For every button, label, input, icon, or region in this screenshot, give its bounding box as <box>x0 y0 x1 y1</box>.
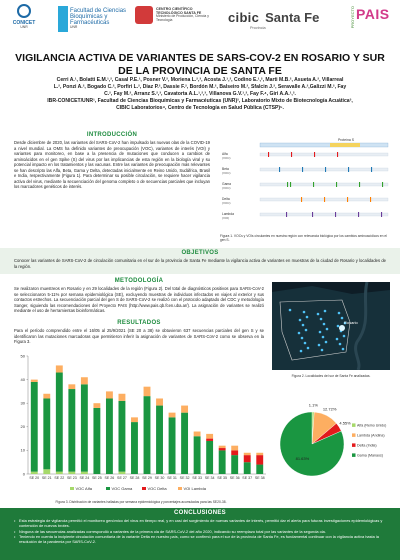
pie-legend-swatch <box>352 423 356 427</box>
bar-segment <box>169 413 176 418</box>
fig1-mutation-mark <box>312 212 313 217</box>
pais-logo <box>350 6 390 28</box>
legend-label: VOI Lambda <box>183 485 206 491</box>
fig1-mutation-mark <box>335 212 336 217</box>
locality-marker-icon <box>303 311 306 314</box>
affiliations-line-1: IBR-CONICET/UNR¹, Facultad de Ciencias Bioquímicas y Farmacéuticas (UNR)², Laboratorio Mixto de Biotecnología Acuática³, <box>47 97 353 104</box>
pie-legend-swatch <box>352 433 356 437</box>
pie-legend-swatch <box>352 443 356 447</box>
x-tick-label: SE 26 <box>104 476 115 480</box>
bar-segment <box>131 422 138 474</box>
bar-segment <box>169 417 176 474</box>
fig1-mutation-mark <box>325 167 326 172</box>
locality-marker-icon <box>325 341 328 344</box>
locality-marker-icon <box>301 337 304 340</box>
conicet-sub: UNR <box>20 25 28 29</box>
bar-segment <box>231 455 238 474</box>
fig1-mutation-mark <box>279 167 280 172</box>
bar-segment <box>181 413 188 474</box>
bar-segment <box>244 462 251 474</box>
cctsf-logo <box>135 6 218 24</box>
conclusiones-section <box>14 510 386 545</box>
fig1-mutation-mark <box>314 152 315 157</box>
locality-marker-icon <box>339 343 342 346</box>
locality-marker-icon <box>324 310 327 313</box>
affiliations-line-2: CIBIC Laboratorios⁴, Centro de Tecnología en Salud Pública (CTSP)⁵. <box>116 104 284 111</box>
fig1-mutation-mark <box>347 197 348 202</box>
bar-segment <box>31 380 38 382</box>
x-tick-label: SE 22 <box>54 476 65 480</box>
fig1-row-label: Delta <box>222 197 230 201</box>
figure-3-bar-chart <box>10 348 272 498</box>
y-tick-label: 30 <box>20 400 25 406</box>
bar-segment <box>244 453 251 455</box>
bar-segment <box>194 436 201 474</box>
pie-legend-label: Lambda (Andina) <box>357 433 385 438</box>
bar-segment <box>119 401 126 472</box>
authors-line-1: Cerri A.¹, Bolatti E.M.¹,², Casal P.E.¹, Posner V.², Moriena L.²,³, Acosta J.¹,², Codino E.¹,², Marti M.B.², Asueta A.², Villarreal <box>56 77 344 83</box>
resultados-section <box>14 320 264 345</box>
intro-text: Desde diciembre de 2020, las variantes del SARS-CoV-2 han impulsado las nuevas olas de la COVID-19 a nivel mundial. La OMS ha definido variantes de preocupación (VOC), variantes de interés (VOI) y variantes para monitoreo, en base a la presencia de mutaciones que conducen a cambios de aminoácidos en el gen Spike (S) del virus por las implicancias de esta región en la biología viral y su potencial impacto en los tratamientos y las vacunas. Entre las variantes de preocupación más relevantes se han descripto las Alfa, Beta, Gama y Delta, detectadas inicialmente en Reino Unido, Sudáfrica, Brasil e India, respectivamente (Figura 1). Para determinar su posible circulación, se requiere hacer vigilancia activa del virus, mediante la secuenciación del genoma completo o de secuencias parciales que incluyan los marcadores genéticos de interés. <box>14 140 210 190</box>
intro-heading: INTRODUCCIÓN <box>86 132 138 138</box>
fbioyf-mark-icon <box>58 6 68 32</box>
bar-segment <box>194 432 201 437</box>
locality-marker-icon <box>341 317 344 320</box>
resultados-text: Para el período comprendido entre el 16/05 al 25/9/2021 (SE 20 a 38) se obtuvieron 637 secuencias parciales del gen S y se identificaron las mutaciones marcadoras que permitieron inferir la asignación de variantes de SARS-CoV-2 como se observa en la Figura 3. <box>14 328 264 345</box>
x-tick-label: SE 27 <box>117 476 127 480</box>
conicet-name: CONICET <box>12 20 36 26</box>
bar-segment <box>206 439 213 441</box>
figure-3-caption: Figura 3. Distribución de variantes halladas por semana epidemiológica y porcentajes acumulados para las SE20-38. <box>55 500 227 504</box>
x-tick-label: SE 23 <box>66 476 77 480</box>
fig1-mutation-mark <box>286 212 287 217</box>
figure-1-caption: Figura 1. VOCs y VOIs circulantes en nuestra región con relevancia biológica por los cambios aminoacídicos en el gen S. <box>220 234 387 243</box>
x-tick-label: SE 21 <box>41 476 52 480</box>
figure-1-spike-mutations <box>220 134 390 232</box>
fig1-row-sublabel: (VOI) <box>222 216 230 220</box>
legend-swatch <box>106 487 110 490</box>
metodologia-text: Se realizaron muestreos en Rosario y en 29 localidades de la región (Figura 2). Del total de diagnósticos positivos para SARS-CoV-2 se seleccionaron 5-11% por semana epidemiológica (SE), excluyendo muestras de individuos infectados en viajes al exterior y sus contactos estrechos. La secuenciación parcial del gen S de SARS-CoV-2 se realizó con el protocolo adaptado del CDC y metodología Sanger, siguiendo las recomendaciones del Proyecto PAIS (http://www.pais.qb.fcen.uba.ar/). La asignación de variantes se realizó mediante el uso de herramientas bioinformáticas. <box>14 286 264 314</box>
fig1-mutation-mark <box>290 182 291 187</box>
conclusiones-list <box>14 518 386 544</box>
cctsf-mark-icon <box>135 6 153 24</box>
locality-marker-icon <box>305 329 308 332</box>
figure-2-map <box>272 282 390 370</box>
locality-marker-icon <box>317 313 320 316</box>
bar-segment <box>131 417 138 422</box>
fig1-mutation-mark <box>336 182 337 187</box>
authors-block <box>14 77 386 111</box>
conclusion-item: • Ninguna de las secuencias analizadas correspondió a variantes de la primera ola de SARS-CoV-2 del año 2020, indicando su reemplazo total por las variantes de la segunda ola. <box>14 529 386 534</box>
bar-segment <box>106 391 113 398</box>
legend-label: VOC Alfa <box>75 485 92 491</box>
poster-title <box>0 52 400 77</box>
pie-legend-label: Delta (India) <box>357 443 377 448</box>
title-line-2: DE LA PROVINCIA DE SANTA FE <box>118 64 282 77</box>
bar-segment <box>219 448 226 450</box>
locality-marker-icon <box>321 349 324 352</box>
fig1-row-bar <box>260 153 388 156</box>
x-tick-label: SE 20 <box>29 476 40 480</box>
locality-marker-icon <box>323 323 326 326</box>
bar-segment <box>93 403 100 408</box>
fig1-row-sublabel: (VOC) <box>222 186 231 190</box>
bar-segment <box>219 450 226 474</box>
y-tick-label: 20 <box>20 424 25 430</box>
x-tick-label: SE 37 <box>242 476 253 480</box>
bar-segment <box>56 373 63 472</box>
fig1-row-bar <box>260 183 388 186</box>
x-tick-label: SE 38 <box>254 476 265 480</box>
bar-segment <box>244 455 251 462</box>
bar-segment <box>231 446 238 451</box>
santafe-sub: Provincia <box>250 26 266 30</box>
bar-segment <box>119 472 126 474</box>
pie-legend-label: Alfa (Reino Unido) <box>357 423 387 428</box>
pie-data-label: 4.55% <box>339 420 351 426</box>
fig1-mutation-mark <box>358 212 359 217</box>
bar-segment <box>93 408 100 474</box>
bar-segment <box>106 398 113 474</box>
fig1-mutation-mark <box>291 152 292 157</box>
conclusion-item: • Teniendo en cuenta la incipiente circulación comunitaria de la variante Delta en nuestro país, como se confirmó para el sur de la provincia de Santa Fe, es fundamental continuar con la vigilancia activa hasta la resolución de la pandemia por SARS-CoV-2. <box>14 534 386 544</box>
fig1-mutation-mark <box>324 197 325 202</box>
bar-segment <box>31 382 38 472</box>
intro-section <box>14 132 210 190</box>
conclusiones-heading: CONCLUSIONES <box>174 510 226 516</box>
bar-segment <box>43 398 50 469</box>
fig1-mutation-mark <box>371 167 372 172</box>
bar-segment <box>144 387 151 396</box>
fig1-row-sublabel: (VOC) <box>222 156 231 160</box>
bar-segment <box>43 469 50 474</box>
locality-marker-icon <box>322 336 325 339</box>
locality-marker-icon <box>319 331 322 334</box>
protein-s-label: Proteína S <box>337 138 355 142</box>
bar-segment <box>144 396 151 474</box>
fig1-row-label: Lambda <box>222 212 234 216</box>
locality-marker-icon <box>320 318 323 321</box>
pie-data-label: 12.72% <box>322 406 337 412</box>
x-tick-label: SE 35 <box>217 476 228 480</box>
bar-segment <box>81 384 88 471</box>
fig1-mutation-mark <box>337 152 338 157</box>
metodologia-heading: METODOLOGÍA <box>114 278 164 284</box>
fig1-mutation-mark <box>268 152 269 157</box>
objetivos-heading: OBJETIVOS <box>181 250 219 256</box>
legend-swatch <box>178 487 182 490</box>
conclusion-item: • Esta estrategia de vigilancia permitió el monitoreo genómico del virus en tiempo real, y en casi del surgimiento de nuevas variantes de interés, permitió dar el alerta para futuras investigaciones epidemiológicas y contención de nuevos brotes. <box>14 518 386 528</box>
fig1-row-sublabel: (VOC) <box>222 171 231 175</box>
bar-segment <box>219 446 226 448</box>
fig1-mutation-mark <box>287 182 288 187</box>
bar-segment <box>68 389 75 472</box>
fig1-mutation-mark <box>370 197 371 202</box>
fig1-mutation-mark <box>359 182 360 187</box>
legend-label: VOC Gama <box>111 485 133 491</box>
bar-segment <box>43 394 50 399</box>
santafe-name: Santa Fe <box>265 10 320 25</box>
bar-segment <box>181 406 188 413</box>
bar-segment <box>206 441 213 474</box>
y-tick-label: 50 <box>20 353 25 359</box>
objetivos-section <box>14 250 386 269</box>
bar-segment <box>81 377 88 384</box>
pie-legend-label: Gama (Manaos) <box>357 453 383 458</box>
y-tick-label: 40 <box>20 376 25 382</box>
x-tick-label: SE 34 <box>204 476 215 480</box>
x-tick-label: SE 29 <box>142 476 152 480</box>
locality-marker-icon <box>342 348 345 351</box>
bar-segment <box>68 384 75 389</box>
cibic-santafe-logo <box>228 10 319 30</box>
fbioyf-name: Facultad de Ciencias Bioquímicas y Farmacéuticas <box>70 7 127 27</box>
fig1-row-label: Beta <box>222 167 229 171</box>
fig1-row-bar <box>260 213 388 216</box>
conicet-logo <box>4 4 44 30</box>
pie-data-label: 81.63% <box>295 456 310 462</box>
cctsf-name: CENTRO CIENTÍFICO TECNOLÓGICO SANTA FE <box>156 6 202 16</box>
locality-marker-icon <box>289 309 292 312</box>
bar-segment <box>68 472 75 474</box>
y-tick-label: 10 <box>20 447 25 453</box>
figure-3-pie-chart <box>276 388 398 498</box>
bar-segment <box>206 434 213 439</box>
metodologia-section <box>14 278 264 314</box>
bar-segment <box>256 465 263 474</box>
fig1-row-label: Alfa <box>222 152 228 156</box>
x-tick-label: SE 32 <box>179 476 190 480</box>
bar-segment <box>81 472 88 474</box>
rosario-marker-icon <box>339 325 345 331</box>
bar-segment <box>119 394 126 401</box>
bar-segment <box>31 472 38 474</box>
fig1-row-label: Gama <box>222 182 231 186</box>
locality-marker-icon <box>336 338 339 341</box>
spike-rbd-region <box>330 143 360 147</box>
legend-label: VOC Delta <box>147 485 167 491</box>
locality-marker-icon <box>343 335 346 338</box>
fig1-row-sublabel: (VOC) <box>222 201 231 205</box>
fbioyf-sub: UNR <box>70 25 78 30</box>
fig1-mutation-mark <box>381 212 382 217</box>
locality-marker-icon <box>299 319 302 322</box>
y-tick-label: 0 <box>22 471 25 477</box>
locality-marker-icon <box>300 350 303 353</box>
figure-2-caption: Figura 2. Localidades del sur de Santa Fe analizadas. <box>291 374 371 378</box>
fig1-mutation-mark <box>313 182 314 187</box>
cctsf-sub: Ministerio de Producción, Ciencia y Tecnología <box>156 14 209 23</box>
pais-name: PAIS <box>356 6 390 22</box>
x-tick-label: SE 25 <box>91 476 102 480</box>
locality-marker-icon <box>306 316 309 319</box>
cibic-name: cibic <box>228 10 260 25</box>
locality-marker-icon <box>337 325 340 328</box>
fig1-mutation-mark <box>302 167 303 172</box>
bar-segment <box>256 453 263 455</box>
legend-swatch <box>70 487 74 490</box>
fbioyf-logo <box>58 6 132 32</box>
bar-segment <box>231 450 238 455</box>
x-tick-label: SE 31 <box>167 476 177 480</box>
x-tick-label: SE 33 <box>192 476 203 480</box>
resultados-heading: RESULTADOS <box>117 320 161 326</box>
legend-swatch <box>142 487 146 490</box>
bar-segment <box>56 365 63 372</box>
rosario-label: Rosario <box>344 320 358 325</box>
pais-vertical: PROYECTO <box>350 6 355 29</box>
locality-marker-icon <box>307 347 310 350</box>
spike-protein-bar <box>260 143 388 147</box>
locality-marker-icon <box>326 328 329 331</box>
pie-data-label: 1.1% <box>308 402 318 408</box>
bar-segment <box>256 455 263 464</box>
fig1-mutation-mark <box>382 182 383 187</box>
locality-marker-icon <box>298 332 301 335</box>
fig1-mutation-mark <box>348 167 349 172</box>
authors-line-2: L.², Ponzi A.², Bogado C.², Porfiri L.², Diaz P.², Dassie F.², Bordón M.², Balseiro M.², Sfalcin J.², Seravalle A.²,Galizzi M.², Fay <box>53 83 347 90</box>
title-line-1: VIGILANCIA ACTIVA DE VARIANTES DE SARS-COV-2 EN ROSARIO Y SUR <box>15 52 385 64</box>
locality-marker-icon <box>304 342 307 345</box>
x-tick-label: SE 28 <box>129 476 140 480</box>
x-tick-label: SE 24 <box>79 476 90 480</box>
x-tick-label: SE 36 <box>229 476 240 480</box>
objetivos-text: Conocer las variantes de SARS-CoV-2 de circulación comunitaria en el sur de la provincia de Santa Fe mediante la vigilancia activa de variantes en muestras de la ciudad de Rosario y localidades de la región. <box>14 258 386 269</box>
map-land <box>272 286 390 370</box>
pie-legend-swatch <box>352 453 356 457</box>
locality-marker-icon <box>318 344 321 347</box>
x-tick-label: SE 30 <box>154 476 165 480</box>
bar-segment <box>156 398 163 405</box>
locality-marker-icon <box>302 324 305 327</box>
fig1-mutation-mark <box>301 197 302 202</box>
logo-bar <box>0 0 400 52</box>
bar-segment <box>156 406 163 474</box>
locality-marker-icon <box>338 312 341 315</box>
bar-segment <box>56 472 63 474</box>
authors-line-3: C.², Fay M.², Arranz S.²,³, Cavatorta A.L.¹,²,³, Villanova G.V.¹,², Fay F.⁴, Giri A.A.¹,². <box>104 90 296 97</box>
conicet-mark-icon <box>17 4 31 18</box>
